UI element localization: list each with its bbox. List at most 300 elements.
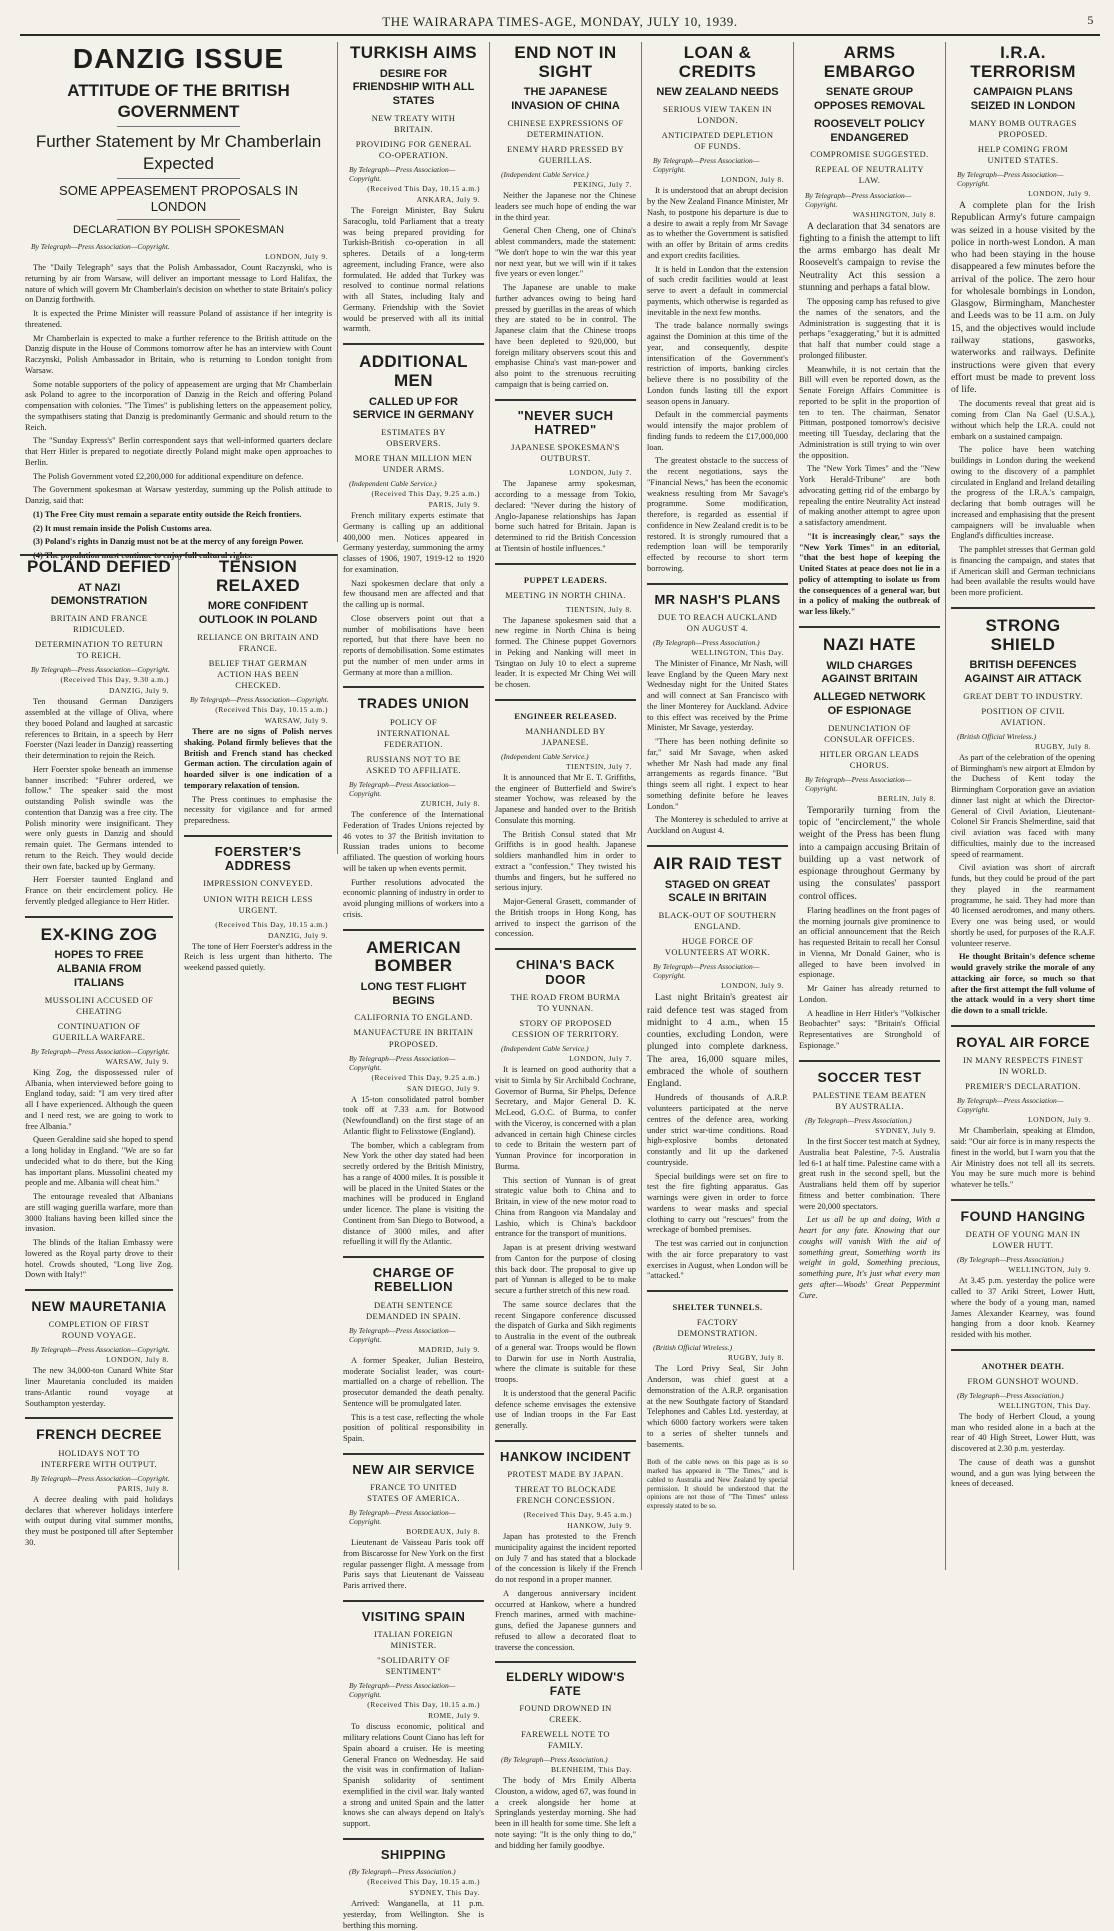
headline: SOCCER TEST: [817, 1068, 922, 1085]
story-mauretania: [25, 1289, 173, 1409]
headline: END NOT IN SIGHT: [514, 43, 617, 81]
subheadline: Further Statement by Mr Chamberlain Expected: [35, 132, 322, 173]
paragraph: Temporarily turning from the topic of "encirclement," the whole weight of the Press has been flung into a campaign accusing Britain of building up a vast network of espionage throughout Germany by using the consulates' passport control offices.: [799, 804, 940, 902]
story-danzig: [25, 44, 332, 562]
deck: FACTORY DEMONSTRATION.: [677, 1317, 758, 1339]
story-tension-relaxed: [184, 558, 332, 827]
deck: CALIFORNIA TO ENGLAND.: [354, 1012, 473, 1023]
deck: DENUNCIATION OF CONSULAR OFFICES.: [824, 722, 915, 744]
deck: HOLIDAYS NOT TO INTERFERE WITH OUTPUT.: [41, 1447, 157, 1469]
headline: STRONG SHIELD: [985, 615, 1061, 654]
dateline: WARSAW, July 9.: [105, 1056, 169, 1066]
headline: AIR RAID TEST: [653, 853, 782, 873]
credit-line: By Telegraph—Press Association—Copyright.: [190, 695, 329, 705]
deck: HITLER ORGAN LEADS CHORUS.: [819, 748, 920, 770]
divider: [117, 126, 240, 127]
deck: POSITION OF CIVIL AVIATION.: [981, 705, 1065, 727]
credit-line: By Telegraph—Press Association—Copyright.: [349, 1508, 456, 1527]
story-foerster: [184, 835, 332, 974]
deck: UNION WITH REICH LESS URGENT.: [203, 893, 313, 915]
credit-line: (By Telegraph—Press Association.): [957, 1390, 1064, 1400]
paragraph: Herr Foerster taunted England and France on their encirclement policy. He fervently pledged allegiance to Herr Hitler.: [25, 875, 173, 906]
headline: ENGINEER RELEASED.: [514, 710, 617, 721]
dateline: ZURICH, July 8.: [420, 799, 480, 809]
subheadline: DESIRE FOR FRIENDSHIP WITH ALL STATES: [352, 67, 475, 108]
paragraph: Lieutenant de Vaisseau Paris took off from Biscarosse for New York on the first regular passenger flight. A message from Paris says that Lieutenant de Vaisseau Paris arrived there.: [343, 1538, 484, 1591]
credit-line: By Telegraph—Press Association—Copyright.: [805, 774, 912, 793]
story-zog: [25, 916, 173, 1281]
paragraph: Further resolutions advocated the economic planning of industry in order to avoid plunging millions of workers into a crisis.: [343, 877, 484, 919]
dateline: SYDNEY, July 9.: [875, 1126, 936, 1136]
received-line: (Received This Day, 10.15 a.m.): [367, 1700, 480, 1710]
deck: MEETING IN NORTH CHINA.: [505, 589, 626, 600]
deck: PALESTINE TEAM BEATEN BY AUSTRALIA.: [812, 1090, 927, 1112]
paragraph: Some notable supporters of the policy of appeasement are urging that Mr Chamberlain ask Poland to agree to the incorporation of Danzig in the Reich and offering Poland compensation with colonies. "The Times" is publishing letters on the appeasement policy, the sympathisers stating that Danzig is predominantly Germanic and should return to the Reich.: [25, 379, 332, 432]
dateline: WARSAW, July 9.: [264, 716, 328, 726]
deck: JAPANESE SPOKESMAN'S OUTBURST.: [511, 442, 620, 464]
story-air-raid-test: [647, 845, 788, 1282]
paragraph: Hundreds of thousands of A.R.P. volunteers participated at the nerve centres of the defence area, working under strict war-time conditions. Road high-explosive bombs detonated constantly and lit up the darkened countryside.: [647, 1093, 788, 1167]
paragraph: Last night Britain's greatest air raid defence test was staged from midnight to 4 a.m., when 15 counties, excluding London, were plunged into complete darkness. The area, 16,000 square miles, embraced the whole of southern England.: [647, 992, 788, 1090]
dateline: BERLIN, July 8.: [877, 793, 936, 803]
deck: BRITAIN AND FRANCE RIDICULED.: [50, 613, 148, 635]
story-mr-nash-plans: [647, 583, 788, 837]
paragraph: Queen Geraldine said she hoped to spend a long holiday in England. "We are so far undecided what to do there, but the King has important plans. Mussolini cheated my people and me. Albania will cheat him.": [25, 1135, 173, 1188]
credit-line: (Independent Cable Service.): [501, 1044, 589, 1054]
story-arms-embargo: [799, 44, 940, 618]
credit-line: (Independent Cable Service.): [501, 170, 589, 180]
paragraph: Major-General Grasett, commander of the British troops in Hong Kong, has arrived to inspect the garrison of the concession.: [495, 897, 636, 939]
credit-line: (Independent Cable Service.): [349, 479, 437, 489]
paragraph: The Minister of Finance, Mr Nash, will leave England by the Queen Mary next Wednesday night for the United States and will connect at San Francisco with the liner Monterey for Auckland. Advice to this effect was received by the Prime Minister, Mr Savage, yesterday.: [647, 658, 788, 733]
dateline: LONDON, July 8.: [106, 1355, 169, 1365]
dateline: LONDON, July 8.: [721, 175, 784, 185]
paragraph: Default in the commercial payments would intensify the major problem of finding funds to redeem the £17,000,000 loan.: [647, 410, 788, 452]
story-additional-men: [343, 343, 484, 678]
subheadline: AT NAZI DEMONSTRATION: [50, 581, 148, 608]
story-shipping: [343, 1838, 484, 1931]
dateline: WELLINGTON, This Day.: [691, 647, 784, 657]
headline: DANZIG ISSUE: [72, 43, 285, 74]
paragraph: King Zog, the dispossessed ruler of Albania, when interviewed before going to England today, said: "I am very tired after all I have experienced. Although the queen and I need rest, we are going to work to free Albania.": [25, 1067, 173, 1131]
paragraph: This is a test case, reflecting the whole position of political responsibility in Spain.: [343, 1412, 484, 1444]
dateline: ANKARA, July 9.: [416, 195, 480, 205]
deck: "SOLIDARITY OF SENTIMENT": [377, 1655, 450, 1677]
dateline: BORDEAUX, July 8.: [406, 1527, 480, 1537]
headline: HANKOW INCIDENT: [500, 1448, 631, 1464]
deck: FOUND DROWNED IN CREEK.: [519, 1702, 612, 1724]
deck: PROTEST MADE BY JAPAN.: [507, 1469, 624, 1480]
dateline: LONDON, July 9.: [721, 981, 784, 991]
dateline: DANZIG, July 9.: [109, 686, 169, 696]
subheadline: BRITISH DEFENCES AGAINST AIR ATTACK: [964, 659, 1082, 685]
paragraph: The Lord Privy Seal, Sir John Anderson, was chief guest at a demonstration of the A.R.P. organisation at the new Southgate factory of Standard Telephones and Cables Ltd. yesterday, at which 6000 factory workers were taken to a series of shelter tunnels and basements.: [647, 1364, 788, 1449]
deck: MUSSOLINI ACCUSED OF CHEATING: [44, 994, 154, 1016]
headline: NAZI HATE: [823, 634, 916, 654]
subheadline: DECLARATION BY POLISH SPOKESMAN: [72, 224, 285, 237]
headline: LOAN & CREDITS: [678, 43, 757, 81]
story-chinas-back-door: [495, 948, 636, 1432]
masthead-title: THE WAIRARAPA TIMES-AGE, MONDAY, JULY 10, 1939.: [382, 14, 738, 29]
dateline: WASHINGTON, July 8.: [852, 209, 936, 219]
headline: "NEVER SUCH HATRED": [517, 407, 614, 437]
divider: [117, 178, 240, 179]
credit-line: By Telegraph—Press Association—Copyright.: [31, 665, 170, 675]
headline: ARMS EMBARGO: [823, 43, 916, 81]
divider: [117, 219, 240, 220]
subheadline: SENATE GROUP OPPOSES REMOVAL: [813, 86, 926, 113]
headline: POLAND DEFIED: [26, 557, 172, 576]
deck: FRANCE TO UNITED STATES OF AMERICA.: [367, 1482, 460, 1504]
headline: NEW MAURETANIA: [31, 1298, 167, 1314]
paragraph: The test was carried out in conjunction with the air force preparatory to vast exercises in August, when London will be "attacked.": [647, 1239, 788, 1281]
column-2: [338, 42, 490, 1930]
credit-line: By Telegraph—Press Association—Copyright.: [349, 780, 456, 799]
received-line: (Received This Day, 9.25 a.m.): [371, 489, 480, 499]
paragraph: The "New York Times" and the "New York Herald-Tribune" are both advocating getting rid of the embargo by repealing the entire Neutrality Act instead of making another attempt to agree upon a satisfactory amendment.: [799, 464, 940, 528]
credit-line: By Telegraph—Press Association—Copyright.: [349, 1053, 456, 1072]
credit-line: (By Telegraph—Press Association.): [349, 1867, 456, 1877]
masthead: [20, 8, 1100, 36]
story-american-bomber: [343, 929, 484, 1249]
deck: ESTIMATES BY OBSERVERS.: [381, 427, 446, 449]
headline: I.R.A. TERRORISM: [970, 43, 1076, 81]
paragraph: Ten thousand German Danzigers assembled at the village of Oliva, where they booed Poland and laughed at sarcastic references to Britain, in a speech by Herr Foerster (Nazi leader in Danzig) reasserting their determination to rejoin the Reich.: [25, 697, 173, 761]
subheadline: ATTITUDE OF THE BRITISH GOVERNMENT: [67, 80, 290, 122]
headline: AMERICAN BOMBER: [366, 937, 461, 976]
paragraph: Mr Chamberlain, speaking at Elmdon, said: "Our air force is in many respects the finest in the world, but I warn you that the Air Ministry does not tell all its secrets. You may be sure much more is behind whatever he tells.": [951, 1126, 1095, 1190]
deck: DUE TO REACH AUCKLAND ON AUGUST 4.: [657, 611, 778, 633]
paragraph: The greatest obstacle to the success of the recent negotiations, says the "Financial News," has been the economic weakness resulting from Mr Savage's programme. Some modification, therefore, is regarded as essential if confidence in New Zealand credit is to be restored. It is strongly rumoured that a redemption loan will be temporarily effected by recourse to short term borrowing.: [647, 456, 788, 573]
dateline: LONDON, July 9.: [265, 252, 328, 262]
credit-line: By Telegraph—Press Association—Copyright.: [805, 190, 912, 209]
paragraph: The Government spokesman at Warsaw yesterday, summing up the Polish attitude to Danzig, said that:: [25, 485, 332, 506]
deck: FROM GUNSHOT WOUND.: [967, 1375, 1079, 1386]
headline: TENSION RELAXED: [215, 557, 301, 595]
received-line: (Received This Day, 10.15 a.m.): [215, 705, 328, 715]
dateline: LONDON, July 7.: [569, 468, 632, 478]
received-line: (Received This Day, 9.25 a.m.): [371, 1072, 480, 1082]
headline: FOUND HANGING: [960, 1207, 1086, 1224]
paragraph: A 15-ton consolidated patrol bomber took off at 7.33 a.m. for Botwood (Newfoundland) on the first stage of an Atlantic flight to Felixstowe (England).: [343, 1094, 484, 1136]
subheadline: ALLEGED NETWORK OF ESPIONAGE: [813, 691, 926, 717]
dateline: RUGBY, July 8.: [727, 1353, 784, 1363]
deck: COMPROMISE SUGGESTED.: [810, 149, 929, 160]
paragraph: The bomber, which a cablegram from New York the other day stated had been secretly ordered by the British Ministry, has a range of 4000 miles. It is possible it will be placed in the United States or the machines will be produced in England under licence. The plane is visiting the Continent from San Diego to Botwood, a distance of 3000 miles, and after refuelling it will fly the Atlantic.: [343, 1140, 484, 1247]
story-ira-terrorism: [951, 44, 1095, 599]
paragraph: The Japanese army spokesman, according to a message from Tokio, declared: "Never during the history of Anglo-Japanese relationships has Japan borne such hatred for Britain. Japan is determined to rid the British Concession at Tientsin of hostile influences.": [495, 479, 636, 553]
paragraph: Nazi spokesmen declare that only a few thousand men are affected and that the calling up is normal.: [343, 578, 484, 610]
paragraph: The Foreign Minister, Bay Sukru Saracoglu, told Parliament that a treaty was being prepared providing for Turkish-British co-operation in all spheres. Details of a long-term agreement, including France, were also formulated. He added that Turkey was resolved to continue normal relations with all States, including Italy and Germany. Friendship with the Soviet would be preserved with all its initial warmth.: [343, 206, 484, 334]
paragraph: The documents reveal that great aid is coming from Clan Na Gael (U.S.A.), without which help the I.R.A. could not embark on a sustained campaign.: [951, 399, 1095, 441]
deck: CHINESE EXPRESSIONS OF DETERMINATION.: [507, 117, 624, 139]
deck: CONTINUATION OF GUERILLA WARFARE.: [52, 1020, 146, 1042]
received-line: (Received This Day, 9.30 a.m.): [60, 675, 169, 685]
story-hankow-incident: [495, 1440, 636, 1654]
story-soccer-test: [799, 1060, 940, 1302]
subheadline: STAGED ON GREAT SCALE IN BRITAIN: [664, 878, 771, 905]
deck: POLICY OF INTERNATIONAL FEDERATION.: [376, 716, 451, 749]
paragraph: The Polish Government voted £2,200,000 for additional expenditure on defence.: [33, 471, 304, 481]
paragraph: It is announced that Mr E. T. Griffiths, the engineer of Butterfield and Swire's steamer Yochow, was released by the Japanese and handed over to the British Consulate this morning.: [495, 772, 636, 825]
paragraph: It is learned on good authority that a visit to Simla by Sir Archibald Cochrane, Governor of Burma, Sir Phelps, Defence Secretary, and Major General D. K. McLeod, G.O.C. of Burma, to confer with the Viceroy, is concerned with a plan advanced in certain high Chinese circles to cede to Britain the western part of Yunnan Province for incorporation in Burma.: [495, 1065, 636, 1171]
deck: ITALIAN FOREIGN MINISTER.: [374, 1629, 453, 1651]
deck: DEATH OF YOUNG MAN IN LOWER HUTT.: [965, 1229, 1081, 1251]
deck: DEATH SENTENCE DEMANDED IN SPAIN.: [366, 1299, 461, 1321]
subheadline: HOPES TO FREE ALBANIA FROM ITALIANS: [54, 949, 144, 989]
column-danzig: [20, 42, 338, 561]
paragraph: The Monterey is scheduled to arrive at Auckland on August 4.: [647, 815, 788, 836]
paragraph: The body of Mrs Emily Alberta Clouston, a widow, aged 67, was found in a creek alongside her home at Springlands yesterday morning. She had been in ill health for some time. She left a note saying: "It is the only thing to do," and bidding her family goodbye.: [495, 1776, 636, 1850]
paragraph: Mr Chamberlain is expected to make a further reference to the British attitude on the Danzig dispute in the House of Commons tomorrow after he has an interview with Count Raczynski, Polish Ambassador in Britain, who is returning to London tonight from Warsaw.: [25, 333, 332, 375]
story-end-not-in-sight: [495, 44, 636, 391]
paragraph: He thought Britain's defence scheme would gravely strike the morale of any attacking air force, so much so that after the first attempt the full volume of the attack would in a very short time die down to a small trickle.: [951, 952, 1095, 1016]
paragraph: "It is increasingly clear," says the "New York Times" in an editorial, "that the best hope of keeping the United States at peace does not lie in a policy of attempting to isolate us from the consequences of a general war, but in a policy of making the outbreak of war less likely.": [799, 531, 940, 617]
subheadline: WILD CHARGES AGAINST BRITAIN: [821, 659, 918, 686]
deck: DETERMINATION TO RETURN TO REICH.: [35, 639, 163, 661]
paragraph: It is understood that the general Pacific defence scheme envisages the extensive use of Indian troops in the Far East generally.: [495, 1388, 636, 1431]
deck: REPEAL OF NEUTRALITY LAW.: [815, 164, 924, 186]
deck: THE ROAD FROM BURMA TO YUNNAN.: [510, 991, 621, 1013]
dateline: SAN DIEGO, July 9.: [407, 1083, 480, 1093]
credit-line: By Telegraph—Press Association—Copyright.: [957, 170, 1064, 189]
paragraph: The tone of Herr Foerster's address in the Reich is less urgent than hitherto. The weekend passed quietly.: [184, 941, 332, 973]
dateline: ROME, July 9.: [428, 1711, 480, 1721]
paragraph: "There has been nothing definite so far," said Mr Savage, when asked whether Mr Nash had made any final arrangements as regards finance. "But things seem all right. I expect to hear something definite before he leaves London.": [647, 737, 788, 811]
headline: ANOTHER DEATH.: [981, 1360, 1065, 1371]
paragraph: Civil aviation was short of aircraft funds, but they could be proud of the part they played in the rearmament programme, he said. They had more than 40 licensed aerodromes, and many others. Every one was being used, or would shortly be used, for purposes of the R.A.F. volunteer reserve.: [951, 863, 1095, 948]
paragraph: The cause of death was a gunshot wound, and a gun was lying between the knees of deceased.: [951, 1457, 1095, 1489]
paragraph: It is held in London that the extension of such credit facilities would at least serve to avert a default in commercial payments, which otherwise is regarded as inevitable in the next few months.: [647, 264, 788, 317]
received-line: (Received This Day, 10.15 a.m.): [367, 1877, 480, 1887]
paragraph: A former Speaker, Julian Besteiro, moderate Socialist leader, was court-martialled on a charge of rebellion. The prosecutor demanded the death penalty. Sentence will be promulgated later.: [343, 1355, 484, 1408]
dateline: LONDON, July 7.: [569, 1054, 632, 1064]
paragraph: It is expected the Prime Minister will reassure Poland of assistance if her integrity is threatened.: [25, 309, 332, 329]
paragraph: The new 34,000-ton Cunard White Star liner Mauretania concluded its maiden trans-Atlantic round voyage at Southampton yesterday.: [25, 1366, 173, 1408]
credit-line: By Telegraph—Press Association—Copyright.: [653, 156, 760, 175]
deck: MANHANDLED BY JAPANESE.: [525, 725, 606, 747]
paragraph: Flaring headlines on the front pages of the morning journals give prominence to an official announcement that the Reich has requested Britain to recall her Consul in Vienna, Mr Donald Gainer, who is alleged to have been involved in espionage.: [799, 905, 940, 980]
subheadline: SOME APPEASEMENT PROPOSALS IN LONDON: [59, 182, 298, 215]
dateline: PARIS, July 9.: [428, 500, 480, 510]
headline: TURKISH AIMS: [350, 43, 477, 62]
story-elderly-widow: [495, 1661, 636, 1851]
headline: TRADES UNION: [357, 695, 470, 712]
credit-line: By Telegraph—Press Association—Copyright.: [957, 1096, 1064, 1115]
deck: ENEMY HARD PRESSED BY GUERILLAS.: [507, 143, 624, 166]
credit-line: (British Official Wireless.): [653, 1343, 733, 1353]
deck: IN MANY RESPECTS FINEST IN WORLD.: [962, 1055, 1084, 1077]
dateline: BLENHEIM, This Day.: [551, 1765, 632, 1775]
story-charge-of-rebellion: [343, 1256, 484, 1445]
dateline: WELLINGTON, This Day.: [998, 1400, 1091, 1410]
headline: CHARGE OF REBELLION: [372, 1265, 455, 1295]
paragraph: The Japanese are unable to make further advances owing to being hard pressed by guerillas in the areas of which they are stated to be in control. The Japanese claim that the Chinese troops have been depleted to 920,000, but foreign military observers scout this and emphasise China's vast man-power and also point to the strenuous recruiting campaign that is being carried on.: [495, 283, 636, 389]
paragraph: The body of Herbert Cloud, a young man who resided alone in a bach at the rear of 40 High Street, Lower Hutt, was discovered at 2.30 p.m. yesterday.: [951, 1411, 1095, 1454]
dateline: LONDON, July 9.: [1028, 189, 1091, 199]
paragraph: The trade balance normally swings against the Dominion at this time of the year, and consequently, despite intensification of the Government's restriction of imports, banking circles believe there is no possibility of the London funds lasting till the export season opens in January.: [647, 321, 788, 406]
paragraph: In the first Soccer test match at Sydney, Australia beat Palestine, 7-5. Australia led 6-1 at half time. Palestine came with a great rush in the second spell, but the Australians held them off by superior fitness and better combination. There were 20,000 spectators.: [799, 1137, 940, 1211]
credit-line: (By Telegraph—Press Association.): [957, 1255, 1064, 1265]
credit-line: By Telegraph—Press Association—Copyright.: [349, 1325, 456, 1344]
deck: ANTICIPATED DEPLETION OF FUNDS.: [661, 130, 774, 152]
headline: NEW AIR SERVICE: [352, 1461, 475, 1477]
story-puppet-leaders: [495, 563, 636, 691]
paragraph: The police have been watching buildings in London during the weekend owing to the discovery of a pamphlet circulated in England and Ireland detailing the progress of the I.R.A.'s campaign, declaring that bomb outrages will be increased and emphasising that the present campaigners will be invaluable when England's difficulties increase.: [951, 445, 1095, 541]
story-new-air-service: [343, 1453, 484, 1592]
story-another-death: [951, 1349, 1095, 1490]
deck: HUGE FORCE OF VOLUNTEERS AT WORK.: [664, 936, 771, 958]
credit-line: (By Telegraph—Press Association.): [501, 1755, 608, 1765]
headline: EX-KING ZOG: [40, 924, 158, 944]
paragraph: At 3.45 p.m. yesterday the police were called to 37 Ariki Street, Lower Hutt, where the body of a young man, named James Alexander Kearney, was found hanging from a door knob. Kearney resided with his mother.: [951, 1276, 1095, 1340]
deck: IMPRESSION CONVEYED.: [203, 878, 313, 889]
dateline: LONDON, July 9.: [1028, 1115, 1091, 1125]
deck: BELIEF THAT GERMAN ACTION HAS BEEN CHECKED.: [208, 657, 308, 691]
paragraph: The Japanese spokesmen said that a new regime in North China is being formed. The Chinese puppet Governors in Peking and Nanking will meet in Tsingtao on July 10 to elect a supreme leader. It is expected Mr Ching Wei will be chosen.: [495, 615, 636, 690]
dateline: RUGBY, July 8.: [1034, 741, 1091, 751]
paragraph: Herr Foerster spoke beneath an immense banner inscribed: "Fuhrer ordered, we follow." The speaker said the most outstanding Polish swindle was the contention that Danzig was a free city. The Polish minority were insignificant. They were only guests in Danzig and should remain quiet. The Germans intended to return to the Reich. They would decide their own fate, backed up by Germany.: [25, 764, 173, 871]
deck: STORY OF PROPOSED CESSION OF TERRITORY.: [512, 1017, 619, 1039]
paragraph: (1) The Free City must remain a separate entity outside the Reich frontiers.: [33, 509, 302, 519]
column-3: [490, 42, 642, 1850]
headline: PUPPET LEADERS.: [523, 574, 608, 585]
paragraph: The opposing camp has refused to give the names of the senators, and the Administration is suggesting that it is perhaps "exaggerating," but it is admitted that half that number could stage a prolonged filibuster.: [799, 297, 940, 360]
subheadline: NEW ZEALAND NEEDS: [656, 86, 779, 99]
paragraph: It is understood that an abrupt decision by the New Zealand Finance Minister, Mr Nash, to postpone his departure is due to a desire to await a reply from Mr Savage as to whether the Government is satisfied with an offer by Britain of arms credits and export credits facilities.: [647, 186, 788, 260]
paragraph: Arrived: Wanganella, at 11 p.m. yesterday, from Wellington. She is berthing this morning.: [343, 1899, 484, 1930]
dateline: WELLINGTON, July 9.: [1008, 1265, 1091, 1275]
story-french-decree: [25, 1417, 173, 1548]
subheadline: MORE CONFIDENT OUTLOOK IN POLAND: [198, 600, 318, 627]
column-1b-lower: [179, 554, 338, 973]
column-6: [946, 42, 1100, 1570]
headline: ROYAL AIR FORCE: [956, 1033, 1090, 1050]
deck: BLACK-OUT OF SOUTHERN ENGLAND.: [658, 910, 777, 932]
advertisement-verse: Let us all be up and doing, With a heart for any fate. Knowing that our coughs will vanish With the aid of something great, Something worth its weight in gold, Something precious, something pure, It's just what every man gets after—Woods' Great Peppermint Cure.: [799, 1215, 940, 1300]
deck: NEW TREATY WITH BRITAIN.: [371, 112, 456, 134]
deck: THREAT TO BLOCKADE FRENCH CONCESSION.: [514, 1484, 617, 1506]
paragraph: This section of Yunnan is of great strategic value both to China and to Britain, in view of the new motor road to China from Rangoon via Mandalay and Lashio, which is China's backdoor entrance for the transport of munitions.: [495, 1175, 636, 1239]
paragraph: Neither the Japanese nor the Chinese leaders see much hope of ending the war in the third year.: [495, 191, 636, 222]
story-strong-shield: [951, 607, 1095, 1017]
dateline: SYDNEY, This Day.: [409, 1888, 480, 1898]
dateline: TIENTSIN, July 8.: [566, 604, 632, 614]
deck: MANY BOMB OUTRAGES PROPOSED.: [969, 117, 1077, 139]
story-nazi-hate: [799, 626, 940, 1052]
received-line: (Received This Day, 10.15 a.m.): [367, 184, 480, 194]
headline: FRENCH DECREE: [36, 1426, 162, 1443]
deck: MANUFACTURE IN BRITAIN PROPOSED.: [353, 1027, 474, 1049]
story-royal-air-force: [951, 1025, 1095, 1191]
paragraph: Mr Gainer has already returned to London.: [799, 984, 940, 1004]
paragraph: The blinds of the Italian Embassy were lowered as the Royal party drove to their hotel. Crowds shouted, "Long live Zog. Down with Italy!": [25, 1238, 173, 1280]
subheadline: CAMPAIGN PLANS SEIZED IN LONDON: [970, 86, 1076, 113]
paragraph: The Press continues to emphasise the necessity for vigilance and for armed preparedness.: [184, 794, 332, 826]
credit-line: By Telegraph—Press Association—Copyright.: [31, 242, 170, 252]
dateline: PEKING, July 7.: [573, 180, 632, 190]
received-line: (Received This Day, 10.15 a.m.): [215, 919, 328, 929]
paragraph: The British Consul stated that Mr Griffiths is in good health. Japanese soldiers manhandled him in order to extract a "confession." They twisted his thumbs and fingers, but he suffered no serious injury.: [495, 829, 636, 893]
deck: MORE THAN MILLION MEN UNDER ARMS.: [354, 453, 473, 475]
story-found-hanging: [951, 1199, 1095, 1341]
credit-line: (British Official Wireless.): [957, 731, 1037, 741]
paragraph: A declaration that 34 senators are fighting to a finish the attempt to lift the arms embargo has dealt Mr Roosevelt's campaign to revise the Neutrality Act this session a stunning and perhaps a fatal blow.: [799, 220, 940, 293]
deck: FAREWELL NOTE TO FAMILY.: [521, 1728, 610, 1750]
deck: GREAT DEBT TO INDUSTRY.: [963, 690, 1083, 701]
subheadline: CALLED UP FOR SERVICE IN GERMANY: [352, 395, 475, 422]
copyright-footnote: Both of the cable news on this page as is so marked has appeared in "The Times," and is cabled to Australia and New Zealand by special permission. It should be understood that the opinions are not those of "The Times" unless expressly stated to be so.: [647, 1458, 788, 1511]
credit-line: By Telegraph—Press Association—Copyright.: [349, 165, 456, 184]
credit-line: By Telegraph—Press Association—Copyright.: [31, 1473, 170, 1483]
deck: RUSSIANS NOT TO BE ASKED TO AFFILIATE.: [366, 753, 461, 776]
dateline: TIENTSIN, July 7.: [566, 761, 632, 771]
dateline: MADRID, July 9.: [418, 1344, 480, 1354]
credit-line: By Telegraph—Press Association—Copyright.: [653, 962, 760, 981]
paragraph: A complete plan for the Irish Republican Army's future campaign was seized in a house visited by the police in north-west London. A man who had been staying in the house disappeared a few minutes before the arrival of the police. The zero hour for wholesale bombings in London, Glasgow, Birmingham, Manchester and Leeds was to be 11 a.m. on July 15, and the objectives would include railway stations, gasworks, waterworks and railways. Definite instructions were given that every effort must be made to prevent loss of life.: [951, 200, 1095, 396]
paragraph: The "Daily Telegraph" says that the Polish Ambassador, Count Raczynski, who is returning by air from Warsaw, will deliver an important message to Lord Halifax, the nature of which will govern Mr Chamberlain's decision on whether to state Britain's policy on Danzig forthwith.: [25, 263, 332, 305]
deck: HELP COMING FROM UNITED STATES.: [977, 143, 1069, 166]
credit-line: By Telegraph—Press Association—Copyright.: [31, 1046, 170, 1056]
paragraph: (2) It must remain inside the Polish Customs area.: [33, 523, 212, 533]
credit-line: By Telegraph—Press Association—Copyright.: [349, 1681, 456, 1700]
paragraph: Japan has protested to the French municipality against the incident reported on July 7 and has stated that a blockade of the concession is likely if the French do not respond in a proper manner.: [495, 1532, 636, 1585]
dateline: DANZIG, July 9.: [268, 930, 328, 940]
paragraph: Special buildings were set on fire to test the fire fighting apparatus. Gas warnings were given in order to force wardens to wear masks and special clothing to carry out "rescues" from the wreckage of bombed premises.: [647, 1171, 788, 1235]
paragraph: As part of the celebration of the opening of Birmingham's new airport at Elmdon by the Duchess of Kent today the Birmingham Corporation gave an aviation dinner last night at which the Director-General of Civil Aviation, Lieutenant-Colonel Sir Francis Shelmerdine, said that civil aviation was faced with many difficulties, mainly due to the increased speed of rearmament.: [951, 752, 1095, 859]
story-poland: [25, 558, 173, 908]
paragraph: Meanwhile, it is not certain that the Bill will even be reported down, as the Senate Foreign Affairs Committee is reported to be split in the proportion of ten to ten. The chairman, Senator Pittman, postponed tomorrow's decisive meeting till Tuesday, declaring that the Administration is still trying to win over the opposition.: [799, 364, 940, 460]
newspaper-page: [20, 8, 1100, 1930]
story-engineer-released: [495, 699, 636, 940]
paragraph: The same source declares that the recent Singapore conference discussed the dispatch of Gurka and Sikh regiments to Australia in the event of the outbreak of a general war. Troops would be flown to Darwin for use in North Australia, where the climate is suitable for these troops.: [495, 1299, 636, 1385]
paragraph: (3) Poland's rights in Danzig must not be at the mercy of any foreign Power.: [33, 537, 304, 547]
headline: CHINA'S BACK DOOR: [516, 957, 615, 987]
headline: SHELTER TUNNELS.: [672, 1302, 763, 1313]
credit-line: (By Telegraph—Press Association.): [653, 637, 760, 647]
paragraph: French military experts estimate that Germany is calling up an additional 400,000 men. Notices appeared in Germany yesterday, summoning the army classes of 1906, 1907, 1919-12 to 1920 for examination.: [343, 511, 484, 574]
headline: ADDITIONAL MEN: [359, 352, 468, 390]
column-5: [794, 42, 946, 1570]
headline: MR NASH'S PLANS: [654, 591, 781, 607]
dateline: HANKOW, July 9.: [567, 1521, 632, 1531]
headline: VISITING SPAIN: [361, 1608, 466, 1624]
column-4: [642, 42, 794, 1570]
paragraph: A decree dealing with paid holidays declares that wherever holidays interfere with output during vital summer months, they must be postponed till after September 30.: [25, 1494, 173, 1547]
dateline: PARIS, July 8.: [117, 1483, 169, 1493]
headline: ELDERLY WIDOW'S FATE: [506, 1670, 625, 1698]
credit-line: (Independent Cable Service.): [501, 751, 589, 761]
story-trades-union: [343, 686, 484, 920]
story-shelter-tunnels: [647, 1290, 788, 1450]
story-never-such-hatred: [495, 399, 636, 555]
paragraph: A headline in Herr Hitler's "Volkischer Beobachter" says: "Britain's Official Representatives are Stronghold of Espionage.": [799, 1008, 940, 1050]
page-number: 5: [1087, 13, 1094, 27]
deck: SERIOUS VIEW TAKEN IN LONDON.: [662, 104, 772, 126]
subheadline: THE JAPANESE INVASION OF CHINA: [511, 86, 620, 113]
paragraph: The entourage revealed that Albanians are still waging guerilla warfare, more than 3000 Italians having been killed since the invasion.: [25, 1192, 173, 1234]
paragraph: Japan is at present driving westward from Canton for the purpose of closing this back door. The proposal to give up part of Yunnan is alleged to be to make secure a further stretch of this new road.: [495, 1243, 636, 1296]
story-loan-credits: [647, 44, 788, 575]
deck: PREMIER'S DECLARATION.: [965, 1081, 1081, 1092]
paragraph: The "Sunday Express's" Berlin correspondent says that well-informed quarters declare that Herr Hitler is prepared to negotiate directly Poland might make open approaches to Berlin.: [25, 436, 332, 467]
received-line: (Received This Day, 9.45 a.m.): [523, 1510, 632, 1520]
paragraph: To discuss economic, political and military relations Count Ciano has left for Spain aboard a cruiser. He is meeting General Franco on Wednesday. He said the visit was in confirmation of Italian-Spanish solidarity of sentiment exemplified in the civil war. Italy wanted a strong and united Spain and the latter knows she can always depend on Italy's support.: [343, 1722, 484, 1829]
paragraph: There are no signs of Polish nerves shaking. Poland firmly believes that the British and French stand has checked German action. The circulation again of hoarded silver is one indication of a temporary relaxation of tension.: [184, 727, 332, 790]
paragraph: The pamphlet stresses that German gold is financing the campaign, and states that if American skill and German technicians had been available the results would have been more proficient.: [951, 545, 1095, 598]
deck: PROVIDING FOR GENERAL CO-OPERATION.: [355, 139, 472, 161]
subheadline: LONG TEST FLIGHT BEGINS: [360, 980, 467, 1007]
